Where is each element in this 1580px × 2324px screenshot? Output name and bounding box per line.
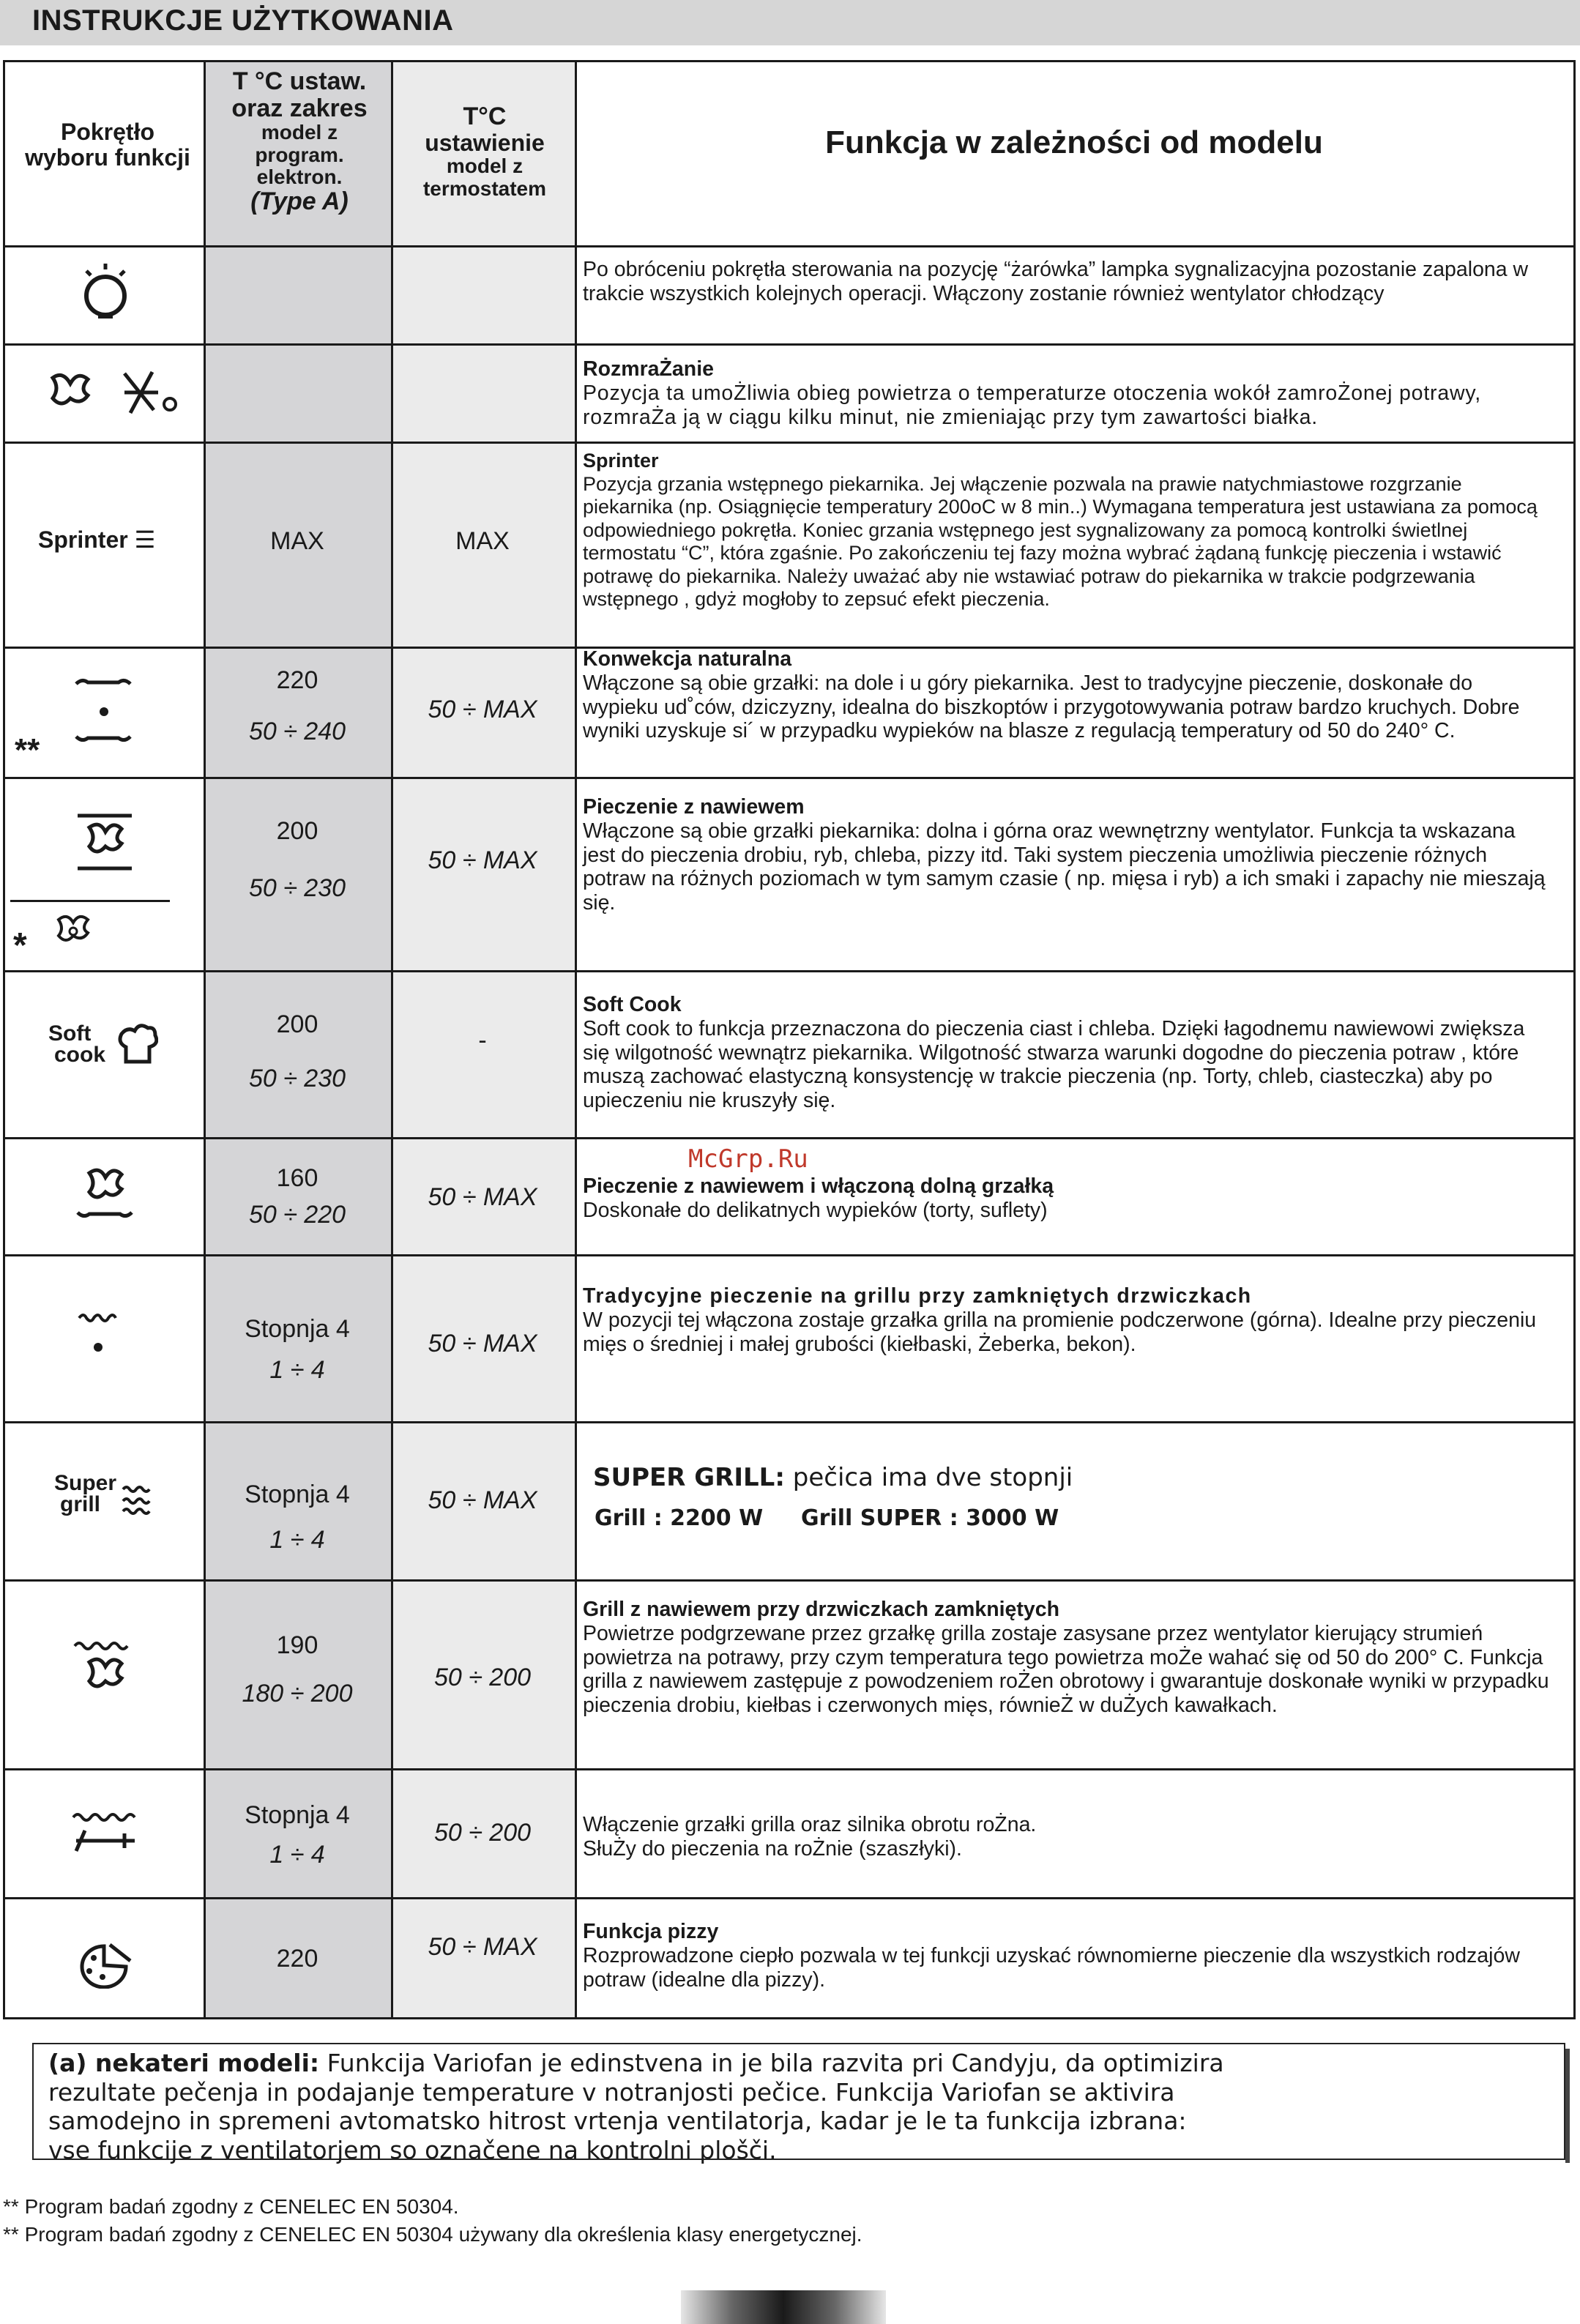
row-fan-oven-marker: * xyxy=(13,926,27,965)
variofan-note-text: (a) nekateri modeli: Funkcija Variofan je edinstvena in je bila razvita pri Candyju, da optimizira rezultate pečenja in podajanje temperature v notranjosti pečice. Funkcija Variofan se aktivira samodejno in spremeni avtomatsko hitrost vrtenja ventilatorja, kadar je le ta funkcija izbrana: vse funkcije z ventilatorjem so označene na kontrolni plošči. xyxy=(48,2049,1224,2164)
fan-oven-icon xyxy=(73,811,136,873)
row-grill-thermostat: 50 ÷ MAX xyxy=(428,1330,537,1357)
column-divider xyxy=(575,62,577,2017)
row-fan-grill-electronic: 190 xyxy=(276,1631,318,1659)
page-title: INSTRUKCJE UŻYTKOWANIA xyxy=(32,4,454,37)
footnote-2: ** Program badań zgodny z CENELEC EN 50304 używany dla określenia klasy energetycznej. xyxy=(3,2223,862,2246)
row-divider xyxy=(5,1421,1573,1423)
soft-cook-icon: Soft cook xyxy=(48,1021,106,1067)
column-electronic-shade xyxy=(206,62,393,2017)
fan-oven-divider xyxy=(10,900,170,902)
row-soft-cook-range: 50 ÷ 230 xyxy=(248,1065,346,1092)
row-super-grill-electronic: Stopnja 4 xyxy=(245,1481,350,1508)
row-fan-oven-range: 50 ÷ 230 xyxy=(248,874,346,902)
row-conventional-electronic: 220 xyxy=(276,666,318,694)
column-header-knob: Pokrętło wyboru funkcji xyxy=(25,119,190,171)
super-grill-icon: Super grill xyxy=(54,1471,117,1516)
row-divider xyxy=(5,777,1573,779)
row-fan-bottom-thermostat: 50 ÷ MAX xyxy=(428,1183,537,1211)
column-header-thermostat: T°C ustawienie model z termostatem xyxy=(422,103,547,200)
row-divider xyxy=(5,1137,1573,1139)
sprinter-icon: Sprinter ☰ xyxy=(38,526,153,553)
row-grill-range: 1 ÷ 4 xyxy=(269,1356,325,1384)
variofan-icon xyxy=(51,911,95,952)
row-conventional-thermostat: 50 ÷ MAX xyxy=(428,696,537,723)
row-conventional-range: 50 ÷ 240 xyxy=(248,718,346,745)
footnote-1: ** Program badań zgodny z CENELEC EN 50304. xyxy=(3,2195,459,2218)
row-rotisserie-electronic: Stopnja 4 xyxy=(245,1801,350,1829)
row-divider xyxy=(5,343,1573,346)
row-soft-cook-electronic: 200 xyxy=(276,1010,318,1038)
row-super-grill-title: SUPER GRILL: pečica ima dve stopnji xyxy=(593,1463,1073,1492)
fan-grill-icon xyxy=(73,1639,136,1702)
row-grill-text: Tradycyjne pieczenie na grillu przy zamkniętych drzwiczkach W pozycji tej włączona zostaje grzałka grilla na promienie podczerwone (górna). Idealne przy pieczeniu mięs o średniej i małej grubości (kiełbaski, Żeberka, bekon). xyxy=(583,1284,1537,1356)
lamp-icon xyxy=(76,262,135,325)
row-conventional-marker: ** xyxy=(15,732,40,768)
row-fan-grill-range: 180 ÷ 200 xyxy=(242,1680,353,1707)
row-conventional-text: Konwekcja naturalna Włączone są obie grzałki: na dole i u góry piekarnika. Jest to tradycyjne pieczenie, doskonałe do wypieku ud˚ców, dziczyzny, idealna do biszkoptów i przygotowywania potraw bardzo kruchych. Dobre wyniki uzyskuje si´ w przypadku wypieków na blasze z regulacją temperatury od 50 do 240° C. xyxy=(583,647,1520,743)
row-soft-cook-text: Soft Cook Soft cook to funkcja przeznaczona do pieczenia ciast i chleba. Dzięki łagodnemu nawiewowi zwiększa się wilgotność wewnątrz piekarnika. Wilgotność stwarza warunki dogodne do pieczenia potraw , które muszą zachować elastyczną konsystencję w trakcie pieczenia (np. Torty, chleb, ciasteczka) aby po upieczeniu nie kruszyły się. xyxy=(583,993,1525,1113)
row-fan-oven-text: Pieczenie z nawiewem Włączone są obie grzałki piekarnika: dolna i górna oraz wewnętrzny wentylator. Funkcja ta wskazana jest do pieczenia drobiu, ryb, chleba, pizzy itd. Taki system pieczenia umożliwia pieczenie różnych potraw na różnych poziomach w tym samym czasie ( np. mięsa i ryb) a ich smaki i zapachy nie mieszają się. xyxy=(583,795,1546,915)
conventional-icon xyxy=(72,677,135,744)
row-divider xyxy=(5,1579,1573,1582)
rotisserie-icon xyxy=(70,1809,141,1857)
chef-hat-icon xyxy=(117,1022,158,1068)
row-divider xyxy=(5,1254,1573,1256)
row-rotisserie-range: 1 ÷ 4 xyxy=(269,1841,325,1869)
row-divider xyxy=(5,245,1573,247)
row-pizza-text: Funkcja pizzy Rozprowadzone ciepło pozwala w tej funkcji uzyskać równomierne pieczenie dla wszystkich rodzajów potraw (idealne dla pizzy). xyxy=(583,1920,1520,1992)
row-fan-bottom-electronic: 160 xyxy=(276,1164,318,1192)
page-edge-strip xyxy=(681,2290,886,2324)
pizza-icon xyxy=(73,1942,136,1989)
double-grill-icon xyxy=(122,1482,155,1516)
defrost-icon xyxy=(42,366,189,419)
row-soft-cook-thermostat: - xyxy=(478,1027,487,1054)
grill-icon xyxy=(78,1309,119,1356)
column-divider xyxy=(204,62,206,2017)
row-super-grill-spec-b: Grill SUPER : 3000 W xyxy=(801,1505,1059,1531)
row-pizza-thermostat: 50 ÷ MAX xyxy=(428,1933,537,1961)
row-fan-grill-text: Grill z nawiewem przy drzwiczkach zamkniętych Powietrze podgrzewane przez grzałkę grilla zostaje zasysane przez wentylator kierujący strumień powietrza na potrawy, przy czym temperatura tego powietrza moŻe wahać się od 50 do 200° C. Funkcja grilla z nawiewem zastępuje z powodzeniem roŻen obrotowy i gwarantuje doskonałe wyniki w przypadku pieczenia drobiu, kiełbas i czerwonych mięs, równieŻ w duŻych kawałkach. xyxy=(583,1598,1549,1718)
variofan-note xyxy=(32,2043,1565,2164)
watermark: McGrp.Ru xyxy=(688,1144,808,1174)
column-header-function: Funkcja w zależności od modelu xyxy=(825,124,1323,160)
row-fan-oven-thermostat: 50 ÷ MAX xyxy=(428,846,537,874)
row-lamp-text: Po obróceniu pokrętła sterowania na pozycję “żarówka” lampka sygnalizacyjna pozostanie zapalona w trakcie wszystkich kolejnych operacji. Włączony zostanie również wentylator chłodzący xyxy=(583,258,1529,305)
row-sprinter-text: Sprinter Pozycja grzania wstępnego piekarnika. Jej włączenie pozwala na prawie natychmiastowe rozgrzanie piekarnika (np. Osiągnięcie temperatury 200oC w 8 min..) Wymagana temperatura jest ustawiana za pomocą odpowiedniego pokrętła. Koniec grzania wstępnego jest sygnalizowany za pomocą kontrolki świetlnej termostatu “C”, która zgaśnie. Po zakończeniu tej fazy można wybrać żądaną funkcję pieczenia i wstawić potrawę do piekarnika. Należy uważać aby nie wstawiać potraw do piekarnika w trakcie podgrzewania wstępnego , gdyż mogłoby to zepsuć efekt pieczenia. xyxy=(583,450,1538,611)
fan-bottom-icon xyxy=(73,1166,136,1224)
row-divider xyxy=(5,970,1573,972)
column-header-electronic: T °C ustaw. oraz zakres model z program. elektron. (Type A) xyxy=(231,67,368,216)
row-super-grill-thermostat: 50 ÷ MAX xyxy=(428,1486,537,1514)
row-divider xyxy=(5,1897,1573,1899)
row-fan-bottom-range: 50 ÷ 220 xyxy=(248,1201,346,1229)
row-sprinter-thermostat: MAX xyxy=(455,527,510,555)
row-fan-grill-thermostat: 50 ÷ 200 xyxy=(433,1664,532,1691)
row-super-grill-range: 1 ÷ 4 xyxy=(269,1526,325,1554)
row-super-grill-spec-a: Grill : 2200 W xyxy=(595,1505,764,1531)
row-defrost-text: RozmraŻanie Pozycja ta umoŻliwia obieg powietrza o temperaturze otoczenia wokół zamroŻonej potrawy, rozmraŻa ją w ciągu kilku minut, nie zmieniając przy tym zawartości białka. xyxy=(583,357,1482,429)
row-pizza-electronic: 220 xyxy=(276,1945,318,1973)
row-fan-oven-electronic: 200 xyxy=(276,817,318,845)
row-rotisserie-thermostat: 50 ÷ 200 xyxy=(433,1819,532,1847)
row-sprinter-electronic: MAX xyxy=(270,527,324,555)
note-shadow xyxy=(1565,2049,1570,2163)
row-divider xyxy=(5,442,1573,444)
row-grill-electronic: Stopnja 4 xyxy=(245,1315,350,1343)
row-fan-bottom-text: Pieczenie z nawiewem i włączoną dolną grzałką Doskonałe do delikatnych wypieków (torty, suflety) xyxy=(583,1174,1054,1222)
row-rotisserie-text: Włączenie grzałki grilla oraz silnika obrotu roŻna. SłuŻy do pieczenia na roŻnie (szaszłyki). xyxy=(583,1813,1037,1861)
row-divider xyxy=(5,1768,1573,1770)
